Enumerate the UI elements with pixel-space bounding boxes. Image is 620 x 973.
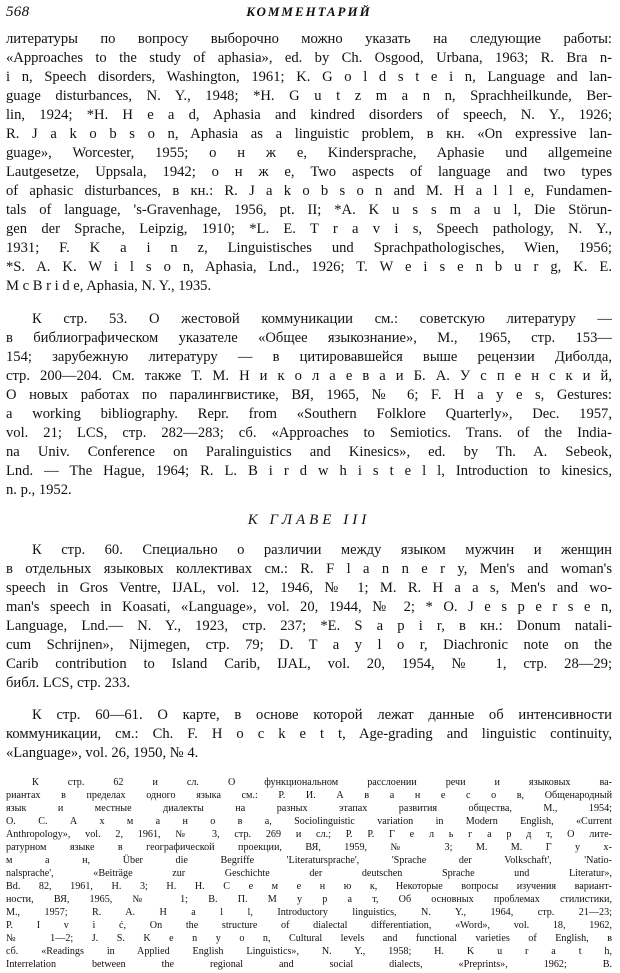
text-line: Anthropology», vol. 2, 1961, № 3, стр. 269 и сл.; Р. Р. Г е л ь г а р д т, О лите- <box>6 829 612 840</box>
text-line: Lnd. — The Hague, 1964; R. L. B i r d w h i s t e l l, Introduction to kinesics, <box>6 463 612 479</box>
text-line: gen der Sprache, Leipzig, 1910; *L. E. T r a v i s, Speech pathology, N. Y., <box>6 221 612 237</box>
text-line: i n, Speech disorders, Washington, 1961; K. G o l d s t e i n, Language and lan- <box>6 69 612 85</box>
text-line: К стр. 53. О жестовой коммуникации см.: советскую литературу — <box>32 311 612 327</box>
text-line: cum Schrijnen», Nijmegen, стр. 79; D. T a y l o r, Diachronic note on the <box>6 637 612 653</box>
text-line: a working bibliography. Repr. from «Southern Folklore Quarterly», Dec. 1957, <box>6 406 612 422</box>
text-line: К стр. 60—61. О карте, в основе которой лежат данные об интенсивности <box>32 707 612 723</box>
text-line: язык и местные диалекты на разных этапах развития общества, М., 1954; <box>6 803 612 814</box>
text-line: ности, ВЯ, 1965, № 1; В. П. М у р а т, Об основных проблемах стилистики, <box>6 894 612 905</box>
text-line: 1931; F. K a i n z, Linguistisches und Sprachpathologisches, Wien, 1956; <box>6 240 612 256</box>
running-head: КОММЕНТАРИЙ <box>246 4 372 19</box>
text-line: P. I v i ć, On the structure of dialectal differentiation, «Word», vol. 18, 1962, <box>6 920 612 931</box>
text-line: № 1—2; J. S. K e n y o n, Cultural levels and functional varieties of English, в <box>6 933 612 944</box>
text-line: библ. LCS, стр. 233. <box>6 675 131 691</box>
text-line: О. С. А х м а н о в а, Sociolinguistic variation in Modern English, «Current <box>6 816 612 827</box>
text-line: *S. A. K. W i l s o n, Aphasia, Lnd., 1926; T. W e i s e n b u r g, K. E. <box>6 259 612 275</box>
text-line: guage», Worcester, 1955; о н ж е, Kindersprache, Aphasie und allgemeine <box>6 145 612 161</box>
text-line: speech in Gros Ventre, IJAL, vol. 12, 1946, № 1; M. R. H a a s, Men's and wo- <box>6 580 612 596</box>
text-line: К стр. 62 и сл. О функциональном расслоении речи и языковых ва- <box>32 777 612 788</box>
text-line: стр. 200—204. См. также Т. М. Н и к о л а е в а и Б. А. У с п е н с к и й, <box>6 368 612 384</box>
text-line: Language, Lnd.— N. Y., 1923, стр. 237; *E. S a p i r, в кн.: Donum natali- <box>6 618 612 634</box>
text-line: сб. «Readings in Applied English Linguistics», N. Y., 1958; H. K u r a t h, <box>6 946 612 957</box>
text-line: R. J a k o b s o n, Aphasia as a linguistic problem, в кн. «On expressive lan- <box>6 126 612 142</box>
text-line: nalsprache', «Beiträge zur Geschichte der deutschen Sprache und Literatur», <box>6 868 612 879</box>
text-line: «Language», vol. 26, 1950, № 4. <box>6 745 199 761</box>
text-line: man's speech in Koasati, «Language», vol. 20, 1944, № 2; * O. J e s p e r s e n, <box>6 599 612 615</box>
text-line: «Approaches to the study of aphasia», ed. by Ch. Osgood, Urbana, 1963; R. Bra n- <box>6 50 612 66</box>
text-line: vol. 21; LCS, стр. 282—283; сб. «Approaches to Semiotics. Trans. of the India- <box>6 425 612 441</box>
text-line: Carib contribution to Island Carib, IJAL, vol. 20, 1954, № 1, стр. 28—29; <box>6 656 612 672</box>
text-line: Bd. 82, 1961, H. 3; Н. Н. С е м е н ю к, Некоторые вопросы изучения вариант- <box>6 881 612 892</box>
text-line: риантах в пределах одного языка см.: Р. И. А в а н е с о в, Общенародный <box>6 790 612 801</box>
text-line: в библиографическом указателе «Общее языкознание», М., 1965, стр. 153— <box>6 330 612 346</box>
page-header <box>6 4 612 24</box>
text-line: 154; зарубежную литературу — в цитировавшейся выше рецензии Диболда, <box>6 349 612 365</box>
text-line: of aphasic disturbances, в кн.: R. J a k o b s o n and M. H a l l e, Fundamen- <box>6 183 612 199</box>
page-number: 568 <box>6 4 30 20</box>
text-line: n. p., 1952. <box>6 482 72 498</box>
text-line: guage disturbances, N. Y., 1948; *H. G u t z m a n n, Sprachheilkunde, Ber- <box>6 88 612 104</box>
text-line: lin, 1924; *H. H e a d, Aphasia and kindred disorders of speech, N. Y., 1926; <box>6 107 612 123</box>
text-line: м а н, Über die Begriffe 'Literatursprache', 'Sprache der Volkschaft', 'Natio- <box>6 855 612 866</box>
text-line: Interrelation between the regional and social dialects, «Preprints», 1962; B. <box>6 959 612 970</box>
text-line: литературы по вопросу выборочно можно указать на следующие работы: <box>6 31 612 47</box>
text-line: О новых работах по паралингвистике, ВЯ, 1965, № 6; F. H a y e s, Gestures: <box>6 387 612 403</box>
text-line: М., 1957; R. A. H a l l, Introductory linguistics, N. Y., 1964, стр. 21—23; <box>6 907 612 918</box>
chapter-heading: К ГЛАВЕ III <box>247 512 371 528</box>
text-line: коммуникации, см.: Ch. F. H o c k e t t, Age-grading and linguistic continuity, <box>6 726 612 742</box>
text-line: tals of language, 's-Gravenhage, 1956, pt. II; *A. K u s s m a u l, Die Störun- <box>6 202 612 218</box>
text-line: na Univ. Conference on Paralinguistics and Kinesics», ed. by Th. A. Sebeok, <box>6 444 612 460</box>
text-line: К стр. 60. Специально о различии между языком мужчин и женщин <box>32 542 612 558</box>
text-line: M c B r i d e, Aphasia, N. Y., 1935. <box>6 278 212 294</box>
text-line: ратурном языке в географической проекции, ВЯ, 1959, № 3; М. М. Г у х- <box>6 842 612 853</box>
text-line: в отдельных языковых коллективах см.: R. F l a n n e r y, Men's and woman's <box>6 561 612 577</box>
text-line: Lautgesetze, Uppsala, 1942; о н ж е, Two aspects of language and two types <box>6 164 612 180</box>
